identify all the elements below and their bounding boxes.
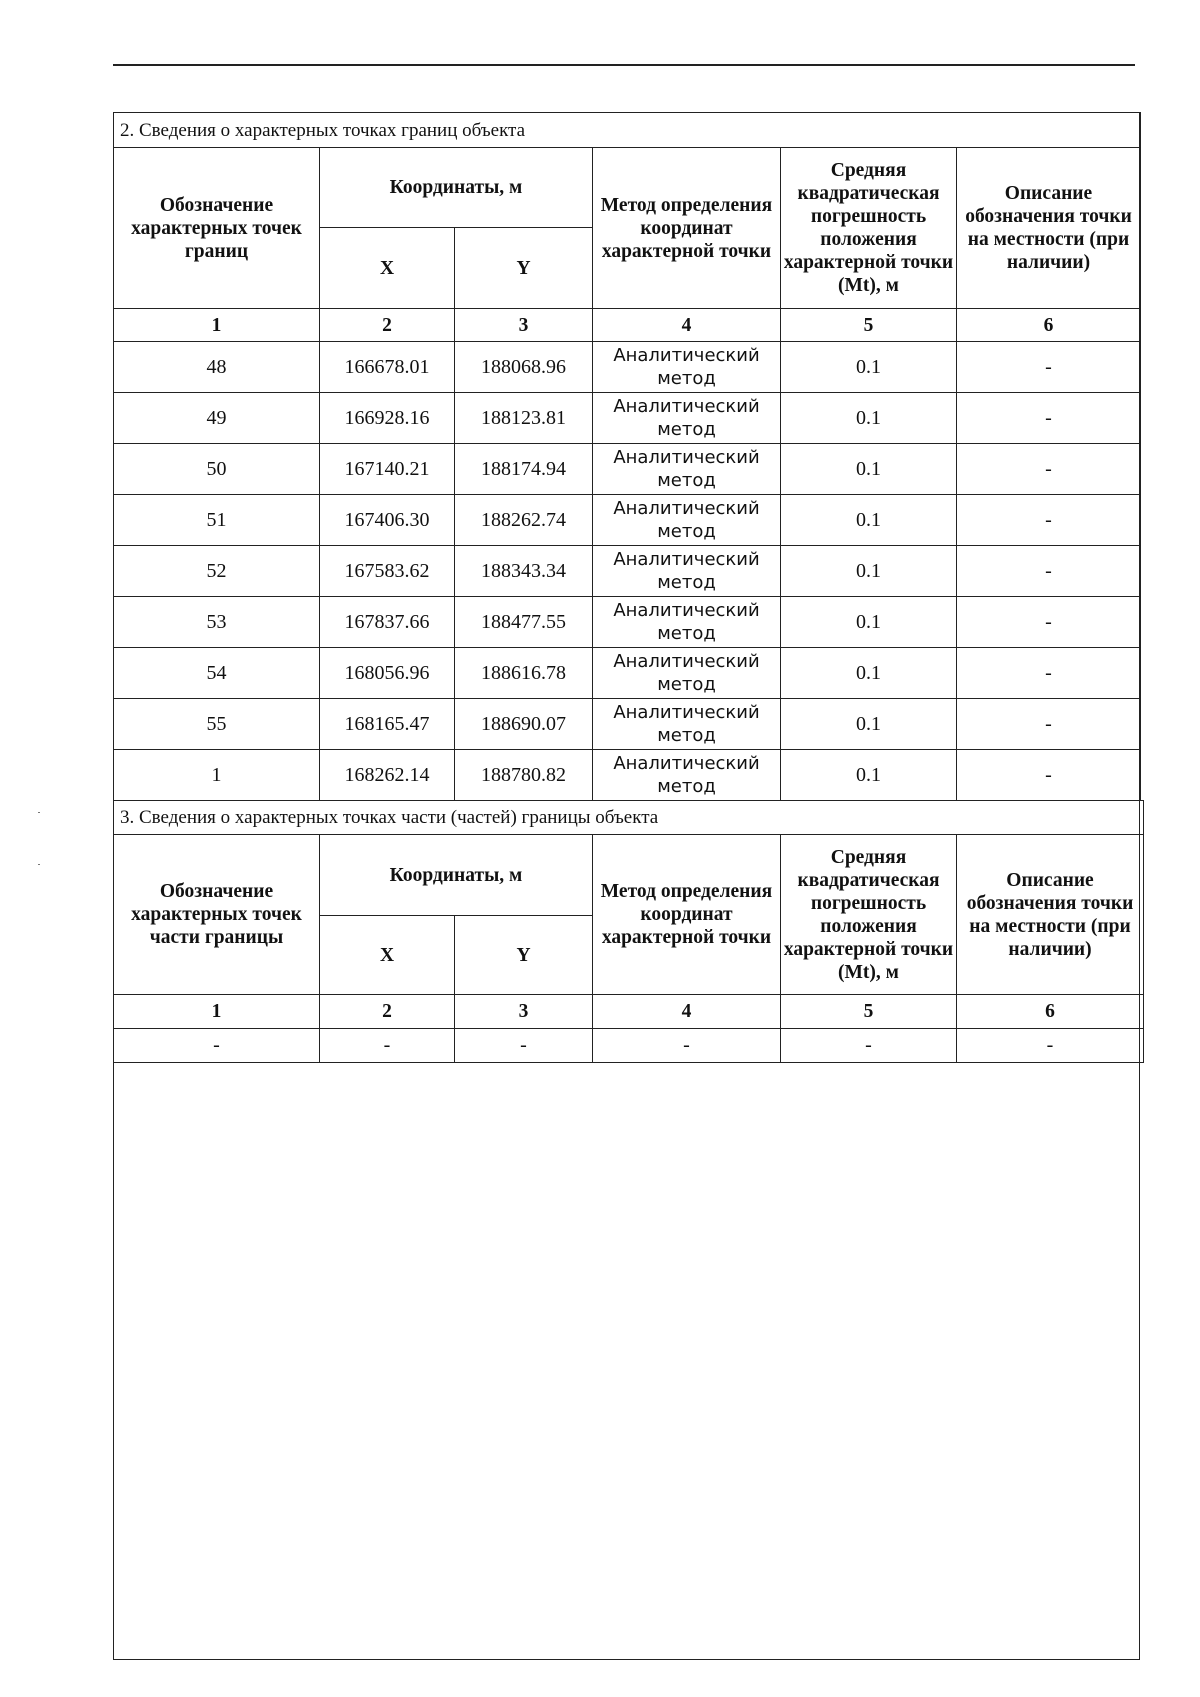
header-x: X [320, 916, 455, 995]
scan-speck [38, 864, 40, 865]
column-number: 1 [114, 309, 320, 342]
table-row [114, 393, 1141, 444]
method-line2: метод [657, 419, 716, 440]
table-row [114, 648, 1141, 699]
section2-header-row [114, 148, 1141, 228]
coord-y: 188123.81 [455, 393, 593, 444]
point-id: 49 [114, 393, 320, 444]
method-line2: метод [657, 776, 716, 797]
column-number: 6 [957, 309, 1141, 342]
point-id: 52 [114, 546, 320, 597]
column-number: 2 [320, 309, 455, 342]
column-number: 4 [593, 309, 781, 342]
method-line2: метод [657, 674, 716, 695]
table-row [114, 495, 1141, 546]
method-line1: Аналитический [613, 753, 760, 774]
header-error: Средняя квадратическая погрешность положения характерной точки (Mt), м [781, 835, 957, 995]
section3-title-row [114, 801, 1144, 835]
column-number: 2 [320, 995, 455, 1029]
mt-value: 0.1 [781, 393, 957, 444]
description-value: - [957, 750, 1141, 801]
method-cell [593, 648, 781, 699]
mt-value: 0.1 [781, 444, 957, 495]
method-value: - [593, 1029, 781, 1063]
point-id: 48 [114, 342, 320, 393]
method-line1: Аналитический [613, 345, 760, 366]
header-designation: Обозначение характерных точек части границы [114, 835, 320, 995]
method-cell [593, 444, 781, 495]
column-number: 4 [593, 995, 781, 1029]
description-value: - [957, 546, 1141, 597]
coord-x: 168165.47 [320, 699, 455, 750]
method-line2: метод [657, 725, 716, 746]
description-value: - [957, 495, 1141, 546]
header-designation: Обозначение характерных точек границ [114, 148, 320, 309]
column-number: 1 [114, 995, 320, 1029]
method-cell [593, 750, 781, 801]
mt-value: 0.1 [781, 648, 957, 699]
table-row [114, 750, 1141, 801]
coord-y: 188262.74 [455, 495, 593, 546]
mt-value: 0.1 [781, 597, 957, 648]
point-id: - [114, 1029, 320, 1063]
section2-column-numbers [114, 309, 1141, 342]
method-line1: Аналитический [613, 498, 760, 519]
coord-y: - [455, 1029, 593, 1063]
point-id: 53 [114, 597, 320, 648]
method-line2: метод [657, 521, 716, 542]
mt-value: - [781, 1029, 957, 1063]
method-line2: метод [657, 623, 716, 644]
header-method: Метод определения координат характерной точки [593, 835, 781, 995]
column-number: 6 [957, 995, 1144, 1029]
coord-y: 188477.55 [455, 597, 593, 648]
table-row [114, 597, 1141, 648]
description-value: - [957, 597, 1141, 648]
mt-value: 0.1 [781, 495, 957, 546]
header-x: X [320, 228, 455, 309]
header-y: Y [455, 228, 593, 309]
method-line1: Аналитический [613, 600, 760, 621]
coord-y: 188174.94 [455, 444, 593, 495]
point-id: 51 [114, 495, 320, 546]
method-line2: метод [657, 572, 716, 593]
method-line1: Аналитический [613, 396, 760, 417]
header-method: Метод определения координат характерной точки [593, 148, 781, 309]
method-cell [593, 393, 781, 444]
method-cell [593, 699, 781, 750]
mt-value: 0.1 [781, 750, 957, 801]
description-value: - [957, 342, 1141, 393]
description-value: - [957, 444, 1141, 495]
point-id: 1 [114, 750, 320, 801]
point-id: 54 [114, 648, 320, 699]
description-value: - [957, 648, 1141, 699]
coord-x: 166678.01 [320, 342, 455, 393]
header-y: Y [455, 916, 593, 995]
column-number: 3 [455, 995, 593, 1029]
coord-x: 167583.62 [320, 546, 455, 597]
coord-y: 188690.07 [455, 699, 593, 750]
section3-header-row [114, 835, 1144, 916]
header-description: Описание обозначения точки на местности (при наличии) [957, 148, 1141, 309]
method-line1: Аналитический [613, 651, 760, 672]
method-line1: Аналитический [613, 702, 760, 723]
section2-title: 2. Сведения о характерных точках границ объекта [114, 113, 1141, 148]
method-line1: Аналитический [613, 447, 760, 468]
header-coordinates: Координаты, м [320, 148, 593, 228]
method-line2: метод [657, 470, 716, 491]
scan-speck [38, 812, 40, 813]
method-line1: Аналитический [613, 549, 760, 570]
mt-value: 0.1 [781, 342, 957, 393]
column-number: 3 [455, 309, 593, 342]
coord-x: 167406.30 [320, 495, 455, 546]
column-number: 5 [781, 995, 957, 1029]
coord-y: 188068.96 [455, 342, 593, 393]
coord-x: 167837.66 [320, 597, 455, 648]
coord-y: 188343.34 [455, 546, 593, 597]
column-number: 5 [781, 309, 957, 342]
table-row [114, 546, 1141, 597]
coord-x: 166928.16 [320, 393, 455, 444]
point-id: 55 [114, 699, 320, 750]
method-cell [593, 495, 781, 546]
section3-column-numbers [114, 995, 1144, 1029]
description-value: - [957, 1029, 1144, 1063]
mt-value: 0.1 [781, 699, 957, 750]
coord-x: 168262.14 [320, 750, 455, 801]
section2-table [113, 112, 1141, 801]
coord-y: 188616.78 [455, 648, 593, 699]
method-cell [593, 342, 781, 393]
table-row [114, 342, 1141, 393]
header-description: Описание обозначения точки на местности (при наличии) [957, 835, 1144, 995]
method-line2: метод [657, 368, 716, 389]
top-rule [113, 64, 1135, 66]
method-cell [593, 546, 781, 597]
coord-x: 168056.96 [320, 648, 455, 699]
point-id: 50 [114, 444, 320, 495]
section3-table [113, 800, 1144, 1063]
mt-value: 0.1 [781, 546, 957, 597]
method-cell [593, 597, 781, 648]
header-error: Средняя квадратическая погрешность положения характерной точки (Mt), м [781, 148, 957, 309]
section2-title-row [114, 113, 1141, 148]
header-coordinates: Координаты, м [320, 835, 593, 916]
coord-x: 167140.21 [320, 444, 455, 495]
coord-x: - [320, 1029, 455, 1063]
table-row [114, 444, 1141, 495]
description-value: - [957, 699, 1141, 750]
description-value: - [957, 393, 1141, 444]
section3-title: 3. Сведения о характерных точках части (частей) границы объекта [114, 801, 1144, 835]
table-row [114, 699, 1141, 750]
coord-y: 188780.82 [455, 750, 593, 801]
table-row [114, 1029, 1144, 1063]
